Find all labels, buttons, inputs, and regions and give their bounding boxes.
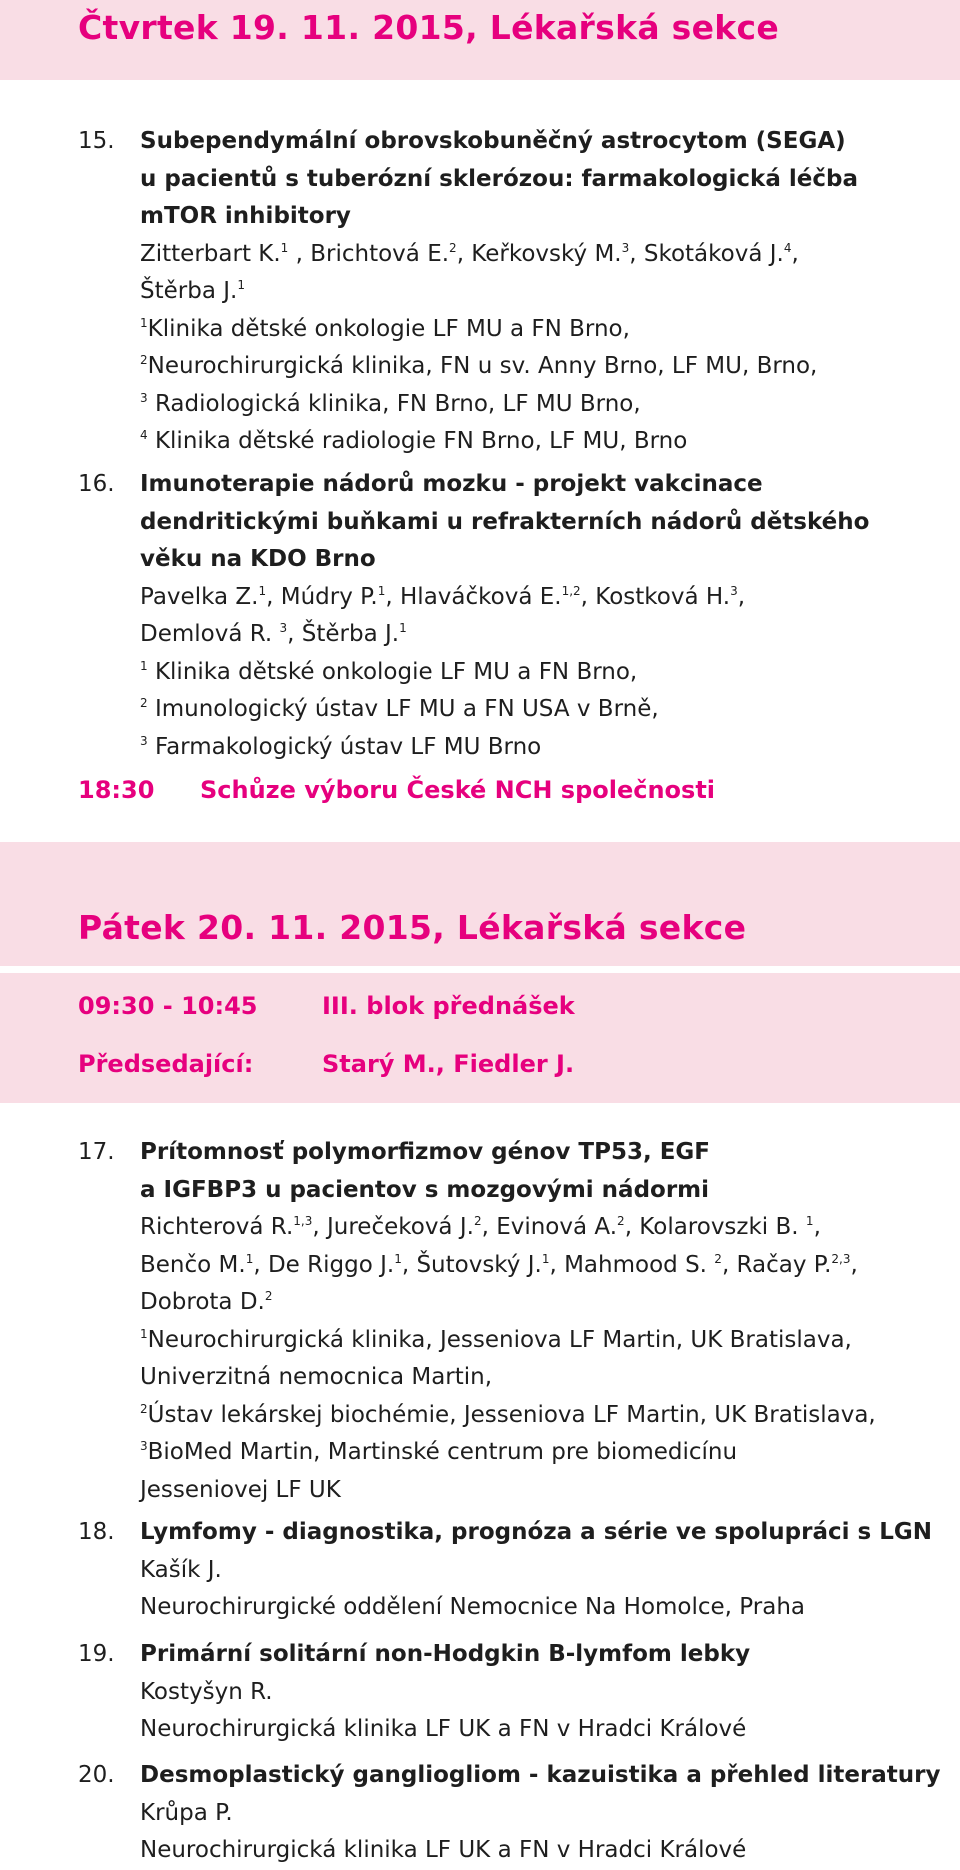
item-body bbox=[140, 123, 950, 461]
meeting-time: 18:30 bbox=[78, 776, 155, 804]
author-affiliation-line: Dobrota D.$^2$ bbox=[140, 1289, 273, 1315]
talk-title-line: u pacientů s tuberózní sklerózou: farmakologická léčba bbox=[140, 165, 858, 192]
talk-title-line: mTOR inhibitory bbox=[140, 203, 351, 229]
author-affiliation-line: $^1$Klinika dětské onkologie LF MU a FN Brno, bbox=[140, 315, 630, 342]
author-affiliation-line: Pavelka Z.$^1$, Múdry P.$^1$, Hlaváčková E.$^{1,2}$, Kostková H.$^3$, bbox=[140, 583, 746, 610]
item-body bbox=[140, 1134, 950, 1509]
author-affiliation-line: $^3$ Farmakologický ústav LF MU Brno bbox=[140, 733, 542, 760]
author-affiliation-line: Krůpa P. bbox=[140, 1799, 233, 1826]
author-affiliation-line: Neurochirurgická klinika LF UK a FN v Hradci Králové bbox=[140, 1837, 747, 1863]
talk-title-line: Lymfomy - diagnostika, prognóza a série ve spolupráci s LGN bbox=[140, 1519, 932, 1545]
talk-title-line: Prítomnosť polymorfizmov génov TP53, EGF bbox=[140, 1139, 711, 1165]
item-number: 17. bbox=[78, 1139, 115, 1165]
day2-header-band bbox=[0, 842, 960, 966]
item-number: 19. bbox=[78, 1641, 115, 1667]
day1-title: Čtvrtek 19. 11. 2015, Lékařská sekce bbox=[78, 8, 780, 47]
item-number: 20. bbox=[78, 1762, 115, 1788]
talk-title-line: Primární solitární non-Hodgkin B-lymfom lebky bbox=[140, 1641, 751, 1667]
author-affiliation-line: $^2$Neurochirurgická klinika, FN u sv. Anny Brno, LF MU, Brno, bbox=[140, 353, 818, 379]
item-number: 15. bbox=[78, 128, 115, 154]
block-time: 09:30 - 10:45 bbox=[78, 992, 258, 1020]
meeting-label: Schůze výboru České NCH společnosti bbox=[200, 776, 716, 804]
author-affiliation-line: Kostyšyn R. bbox=[140, 1678, 273, 1705]
author-affiliation-line: Zitterbart K.$^1$ , Brichtová E.$^2$, Keřkovský M.$^3$, Skotáková J.$^4$, bbox=[140, 240, 799, 267]
author-affiliation-line: $^2$Ústav lekárskej biochémie, Jesseniova LF Martin, UK Bratislava, bbox=[140, 1401, 876, 1428]
item-number: 16. bbox=[78, 471, 115, 497]
item-body bbox=[140, 1757, 950, 1870]
author-affiliation-line: Demlová R. $^3$, Štěrba J.$^1$ bbox=[140, 621, 407, 647]
author-affiliation-line: $^4$ Klinika dětské radiologie FN Brno, LF MU, Brno bbox=[140, 428, 688, 454]
author-affiliation-line: $^3$BioMed Martin, Martinské centrum pre biomedicínu bbox=[140, 1439, 738, 1465]
item-number: 18. bbox=[78, 1519, 115, 1545]
author-affiliation-line: Benčo M.$^1$, De Riggo J.$^1$, Šutovský J.$^1$, Mahmood S. $^2$, Račay P.$^{2,3}$, bbox=[140, 1251, 858, 1278]
author-affiliation-line: Jesseniovej LF UK bbox=[140, 1476, 341, 1503]
item-body bbox=[140, 1636, 950, 1749]
author-affiliation-line: $^3$ Radiologická klinika, FN Brno, LF MU Brno, bbox=[140, 390, 641, 417]
author-affiliation-line: Univerzitná nemocnica Martin, bbox=[140, 1364, 493, 1390]
talk-title-line: dendritickými buňkami u refrakterních nádorů dětského bbox=[140, 508, 870, 535]
talk-title-line: a IGFBP3 u pacientov s mozgovými nádormi bbox=[140, 1176, 710, 1203]
author-affiliation-line: $^2$ Imunologický ústav LF MU a FN USA v Brně, bbox=[140, 696, 659, 722]
day2-title: Pátek 20. 11. 2015, Lékařská sekce bbox=[78, 908, 747, 947]
author-affiliation-line: $^1$Neurochirurgická klinika, Jesseniova LF Martin, UK Bratislava, bbox=[140, 1326, 852, 1353]
talk-title-line: Imunoterapie nádorů mozku - projekt vakcinace bbox=[140, 471, 763, 497]
author-affiliation-line: Neurochirurgické oddělení Nemocnice Na Homolce, Praha bbox=[140, 1594, 805, 1620]
author-affiliation-line: Richterová R.$^{1,3}$, Jurečeková J.$^2$, Evinová A.$^2$, Kolarovszki B. $^1$, bbox=[140, 1214, 821, 1240]
author-affiliation-line: $^1$ Klinika dětské onkologie LF MU a FN Brno, bbox=[140, 658, 638, 685]
talk-title-line: Desmoplastický gangliogliom - kazuistika a přehled literatury bbox=[140, 1762, 941, 1788]
chair-label: Předsedající: bbox=[78, 1050, 254, 1078]
item-body bbox=[140, 466, 950, 766]
author-affiliation-line: Štěrba J.$^1$ bbox=[140, 278, 245, 304]
author-affiliation-line: Neurochirurgická klinika LF UK a FN v Hradci Králové bbox=[140, 1716, 747, 1742]
chair-names: Starý M., Fiedler J. bbox=[322, 1050, 575, 1078]
item-body bbox=[140, 1514, 950, 1627]
talk-title-line: Subependymální obrovskobuněčný astrocytom (SEGA) bbox=[140, 128, 846, 154]
talk-title-line: věku na KDO Brno bbox=[140, 546, 376, 572]
block-label: III. blok přednášek bbox=[322, 992, 575, 1020]
author-affiliation-line: Kašík J. bbox=[140, 1556, 222, 1583]
